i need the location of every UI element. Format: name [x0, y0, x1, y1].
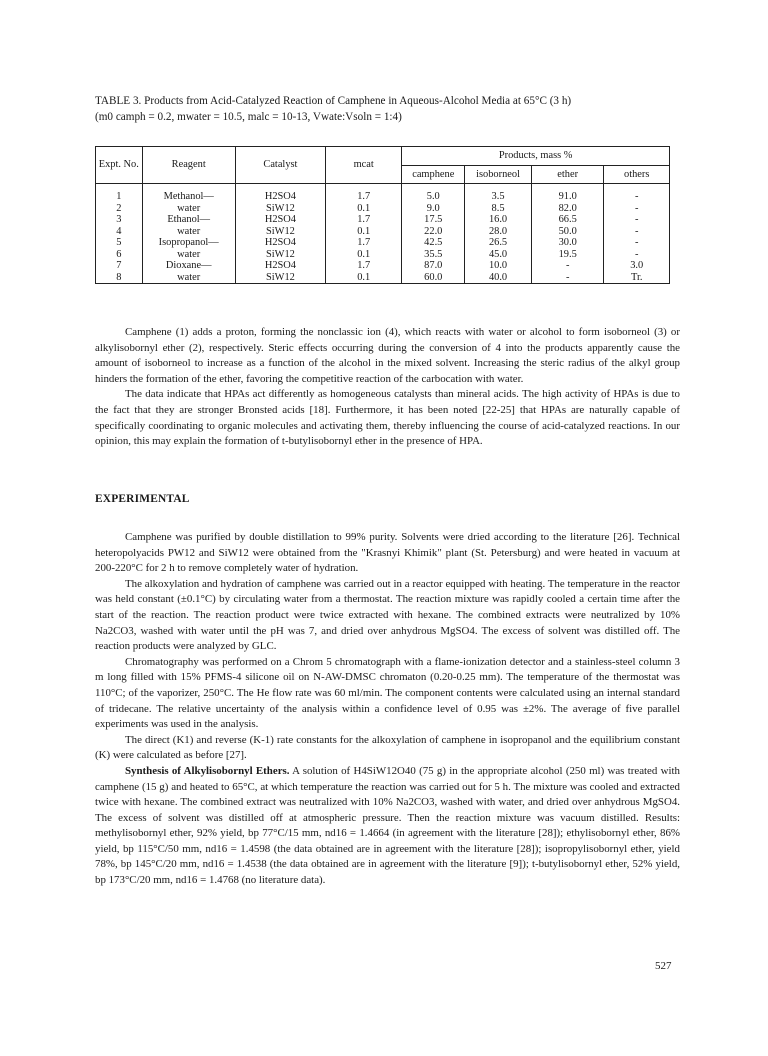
cell-others: -	[604, 249, 670, 261]
cell-camphene: 5.0	[402, 184, 465, 203]
cell-isoborneol: 16.0	[465, 214, 532, 226]
cell-mcat: 1.7	[326, 184, 402, 203]
table-caption	[95, 93, 685, 125]
cell-isoborneol: 40.0	[465, 272, 532, 284]
cell-reagent: water	[142, 249, 235, 261]
cell-others: -	[604, 226, 670, 238]
cell-no: 6	[96, 249, 143, 261]
cell-reagent: water	[142, 272, 235, 284]
table-caption-title: TABLE 3. Products from Acid-Catalyzed Reaction of Camphene in Aqueous-Alcohol Media at 65°C (3 h)	[95, 95, 572, 107]
table-row	[96, 214, 670, 226]
cell-catalyst: H2SO4	[235, 237, 325, 249]
cell-reagent: Ethanol—	[142, 214, 235, 226]
cell-others: -	[604, 184, 670, 203]
cell-ether: 50.0	[531, 226, 604, 238]
table-row	[96, 272, 670, 284]
cell-ether: 91.0	[531, 184, 604, 203]
cell-mcat: 1.7	[326, 214, 402, 226]
table-row	[96, 260, 670, 272]
experimental-paragraph-1: Camphene was purified by double distillation to 99% purity. Solvents were dried according to the literature [26]. Technical heteropolyacids PW12 and SiW12 were obtained from the "Krasnyi Khimik" plant (St. Petersburg) and were heated in vacuum at 200-220°C for 2 h to remove completely water of hydration.	[95, 531, 680, 575]
header-ether: ether	[531, 166, 604, 184]
cell-isoborneol: 26.5	[465, 237, 532, 249]
cell-ether: -	[531, 272, 604, 284]
cell-ether: -	[531, 260, 604, 272]
cell-camphene: 60.0	[402, 272, 465, 284]
discussion-paragraph-1: Camphene (1) adds a proton, forming the nonclassic ion (4), which reacts with water or alcohol to form isoborneol (3) or alkylisobornyl ether (2), respectively. Steric effects occurring during the conversion of 4 into the products apparently cause the amount of isoborneol to increase as a function of the alcohol in the mixed solvent. Increasing the steric radius of the alkyl group hinders the formation of the ether, favoring the competitive reaction of the carbocation with water.	[95, 326, 680, 385]
synthesis-text: A solution of H4SiW12O40 (75 g) in the appropriate alcohol (250 ml) was treated with camphene (15 g) and heated to 65°C, at which temperature the reaction was carried out for 5 h. The mixture was cooled and extracted twice with hexane. The combined extract was neutralized with 10% Na2CO3, washed with water, and dried over anhydrous MgSO4. The excess of solvent was distilled off at atmospheric pressure. Then the reaction mixture was vacuum distilled. Results: methylisobornyl ether, 92% yield, bp 77°C/15 mm, nd16 = 1.4664 (in agreement with the literature [28]); ethylisobornyl ether, 86% yield, bp 115°C/50 mm, nd16 = 1.4598 (the data obtained are in agreement with the literature [28]); isopropylisobornyl ether, yield 78%, bp 145°C/20 mm, nd16 = 1.4538 (the data obtained are in agreement with the literature [9]); t-butylisobornyl ether, 52% yield, bp 173°C/20 mm, nd16 = 1.4768 (no literature data).	[95, 764, 680, 887]
cell-isoborneol: 10.0	[465, 260, 532, 272]
cell-catalyst: H2SO4	[235, 184, 325, 203]
cell-mcat: 1.7	[326, 260, 402, 272]
cell-reagent: Isopropanol—	[142, 237, 235, 249]
header-products: Products, mass %	[402, 147, 670, 166]
cell-no: 3	[96, 214, 143, 226]
cell-no: 5	[96, 237, 143, 249]
cell-camphene: 22.0	[402, 226, 465, 238]
cell-camphene: 9.0	[402, 203, 465, 215]
cell-camphene: 42.5	[402, 237, 465, 249]
experimental-text	[95, 530, 680, 889]
cell-camphene: 17.5	[402, 214, 465, 226]
table-row	[96, 249, 670, 261]
cell-reagent: water	[142, 203, 235, 215]
cell-no: 7	[96, 260, 143, 272]
header-mcat: mcat	[326, 147, 402, 184]
header-camphene: camphene	[402, 166, 465, 184]
cell-isoborneol: 28.0	[465, 226, 532, 238]
cell-isoborneol: 3.5	[465, 184, 532, 203]
cell-no: 2	[96, 203, 143, 215]
cell-catalyst: SiW12	[235, 272, 325, 284]
header-expt-no: Expt. No.	[96, 147, 143, 184]
cell-reagent: Dioxane—	[142, 260, 235, 272]
cell-isoborneol: 8.5	[465, 203, 532, 215]
experimental-paragraph-2: The alkoxylation and hydration of camphene was carried out in a reactor equipped with heating. The temperature in the reactor was held constant (±0.1°C) by circulating water from a thermostat. The reaction mixture was rapidly cooled a certain time after the start of the reaction. The reaction product were twice extracted with hexane. The combined extracts were neutralized by 10% Na2CO3, washed with water until the pH was 7, and dried over anhydrous MgSO4. The excess of solvent was distilled off. The reaction products were analyzed by GLC.	[95, 577, 680, 653]
header-isoborneol: isoborneol	[465, 166, 532, 184]
products-table	[95, 146, 670, 284]
cell-mcat: 0.1	[326, 272, 402, 284]
page-number: 527	[655, 960, 672, 972]
header-catalyst: Catalyst	[235, 147, 325, 184]
cell-others: 3.0	[604, 260, 670, 272]
cell-mcat: 0.1	[326, 203, 402, 215]
cell-reagent: Methanol—	[142, 184, 235, 203]
discussion-paragraph-2: The data indicate that HPAs act differently as homogeneous catalysts than mineral acids. The high activity of HPAs is due to the fact that they are stronger Bronsted acids [18]. Furthermore, it has been noted [22-25] that HPAs are naturally capable of specifically coordinating to organic molecules and activating them, thereby influencing the course of acid-catalyzed reactions. In our opinion, this may explain the formation of t-butylisobornyl ether in the presence of HPA.	[95, 388, 680, 448]
header-reagent: Reagent	[142, 147, 235, 184]
table-row	[96, 226, 670, 238]
table-row	[96, 237, 670, 249]
cell-no: 1	[96, 184, 143, 203]
experimental-paragraph-4: The direct (K1) and reverse (K-1) rate constants for the alkoxylation of camphene in isopropanol and the equilibrium constant (K) were calculated as before [27].	[95, 733, 680, 762]
cell-ether: 19.5	[531, 249, 604, 261]
cell-mcat: 0.1	[326, 249, 402, 261]
cell-others: Tr.	[604, 272, 670, 284]
experimental-paragraph-5	[95, 764, 680, 889]
cell-mcat: 0.1	[326, 226, 402, 238]
cell-camphene: 87.0	[402, 260, 465, 272]
cell-ether: 66.5	[531, 214, 604, 226]
cell-catalyst: H2SO4	[235, 214, 325, 226]
cell-catalyst: SiW12	[235, 203, 325, 215]
discussion-text	[95, 325, 680, 450]
table-row	[96, 184, 670, 203]
cell-no: 4	[96, 226, 143, 238]
cell-reagent: water	[142, 226, 235, 238]
cell-ether: 82.0	[531, 203, 604, 215]
cell-catalyst: SiW12	[235, 249, 325, 261]
cell-others: -	[604, 214, 670, 226]
cell-ether: 30.0	[531, 237, 604, 249]
cell-others: -	[604, 237, 670, 249]
synthesis-subheading: Synthesis of Alkylisobornyl Ethers.	[125, 764, 290, 777]
header-others: others	[604, 166, 670, 184]
cell-catalyst: H2SO4	[235, 260, 325, 272]
cell-catalyst: SiW12	[235, 226, 325, 238]
table-caption-conditions: (m0 camph = 0.2, mwater = 10.5, malc = 10-13, Vwate:Vsoln = 1:4)	[95, 111, 402, 123]
section-heading-experimental: EXPERIMENTAL	[95, 493, 190, 505]
table-row	[96, 203, 670, 215]
cell-isoborneol: 45.0	[465, 249, 532, 261]
cell-camphene: 35.5	[402, 249, 465, 261]
cell-mcat: 1.7	[326, 237, 402, 249]
experimental-paragraph-3: Chromatography was performed on a Chrom 5 chromatograph with a flame-ionization detector and a stainless-steel column 3 m long filled with 15% PFMS-4 silicone oil on N-AW-DMSC chromaton (0.20-0.25 mm). The temperature of the thermostat was 110°C; of the vaporizer, 250°C. The He flow rate was 60 ml/min. The component contents were calculated using an internal standard of tridecane. The relative uncertainty of the analysis within a confidence level of 0.95 was ±2%. The average of five parallel experiments was used in the analysis.	[95, 655, 680, 731]
cell-no: 8	[96, 272, 143, 284]
cell-others: -	[604, 203, 670, 215]
